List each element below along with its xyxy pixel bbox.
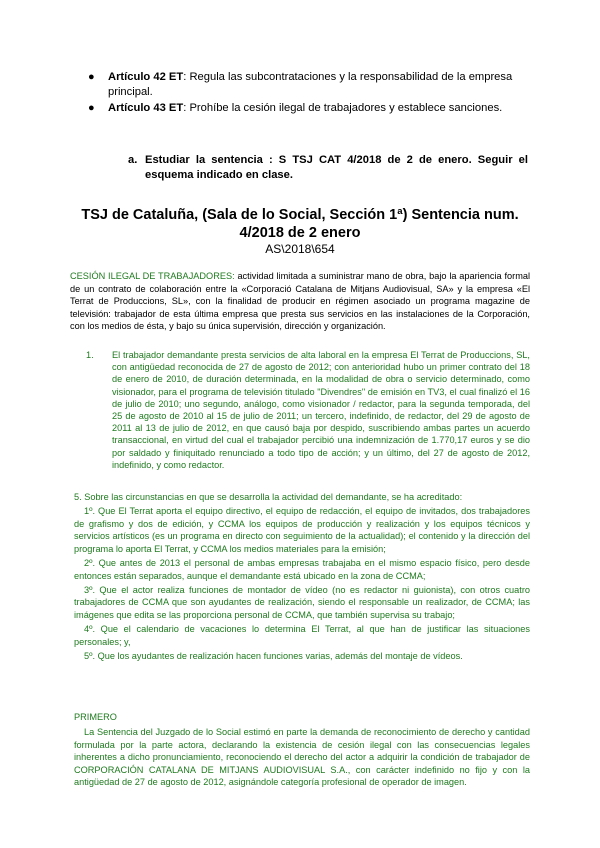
bullet-label: Artículo 42 ET bbox=[108, 71, 184, 83]
judgment-reference: AS\2018\654 bbox=[265, 242, 335, 256]
fact-item-2: 2º. Que antes de 2013 el personal de ambas empresas trabajaba en el mismo espacio físico, pero desde entonces están separados, aunque el demandante está ubicado en la zona de CCMA; bbox=[74, 557, 530, 581]
bullet-label: Artículo 43 ET bbox=[108, 102, 184, 114]
bullet-text: : Prohíbe la cesión ilegal de trabajadores y establece sanciones. bbox=[183, 102, 503, 114]
paragraph-number: 1. bbox=[86, 350, 94, 360]
bullet-dot-icon: ● bbox=[88, 71, 95, 83]
abstract-text: actividad limitada a suministrar mano de obra, bajo la apariencia formal de un contrato de colaboración entre la «Corporació Catalana de Mitjans Audiovisual, SA» y la empresa «El Terrat de Produccions, SL», con la finalidad de producir en régimen asociado un programa magazine de televisión: trabajador de esta última empresa que presta sus servicios en las instalaciones de la Corporación, con los medios de ésta, y bajo su única supervisión, dirección y organización. bbox=[70, 271, 530, 332]
judgment-title: TSJ de Cataluña, (Sala de lo Social, Sección 1ª) Sentencia num. 4/2018 de 2 enero bbox=[81, 207, 519, 241]
abstract-heading: CESIÓN ILEGAL DE TRABAJADORES: bbox=[70, 271, 235, 281]
facts-section bbox=[74, 491, 530, 664]
fact-item-4: 4º. Que el calendario de vacaciones lo determina El Terrat, al que han de justificar las situaciones personales; y, bbox=[74, 623, 530, 647]
fact-item-3: 3º. Que el actor realiza funciones de montador de vídeo (no es redactor ni guionista), con otros cuatro trabajadores de CCMA que son ayudantes de realización, siendo el responsable un realizador, de CCMA; las imágenes que edita se las proporciona personal de CCMA, que también supervisa su trabajo; bbox=[74, 584, 530, 620]
bullet-article-43 bbox=[84, 101, 524, 116]
bullet-dot-icon: ● bbox=[88, 102, 95, 114]
paragraph-text: El trabajador demandante presta servicios de alta laboral en la empresa El Terrat de Produccions, SL, con antigüedad reconocida de 27 de agosto de 2012; con anterioridad hubo un primer contrato del 18 de enero de 2010, de duración determinada, en la modalidad de obra o servicio determinado, como visionador, para el programa de televisión titulado "Divendres" de emisión en TV3, el cual finalizó el 16 de julio de 2010; uno segundo, análogo, como visionador / redactor, para la segunda temporada, del 25 de agosto de 2010 al 15 de julio de 2011; un tercero, indefinido, de redactor, del 29 de agosto de 2011 al 13 de julio de 2012, en que causó baja por despido, suscribiendo ambas partes un acuerdo transaccional, en virtud del cual el trabajador percibió una indemnización de 1.770,17 euros y se dio por saldado y finiquitado renunciado a todo tipo de acción; y un último, del 27 de agosto de 2012, indefinido, y como redactor. bbox=[112, 350, 530, 470]
fact-item-1: 1º. Que El Terrat aporta el equipo directivo, el equipo de redacción, el equipo de invitados, dos trabajadores de grafismo y dos de edición, y CCMA los equipos de producción y realización y los equipos técnicos y servicios artísticos (es un programa en directo con seguimiento de la actualidad); el contenido y la dirección del programa lo aporta El Terrat, y CCMA los medios materiales para la emisión; bbox=[74, 506, 530, 554]
task-item bbox=[128, 153, 528, 183]
primero-heading: PRIMERO bbox=[74, 712, 117, 722]
fact-item-5: 5º. Que los ayudantes de realización hacen funciones varias, además del montaje de vídeos. bbox=[84, 650, 463, 661]
task-text: Estudiar la sentencia : S TSJ CAT 4/2018 de 2 de enero. Seguir el esquema indicado en clase. bbox=[145, 154, 528, 181]
bullet-article-42 bbox=[84, 70, 524, 100]
article-bullet-list bbox=[84, 70, 524, 117]
primero-paragraph: La Sentencia del Juzgado de lo Social estimó en parte la demanda de reconocimiento de derecho y cantidad formulada por la parte actora, declarando la existencia de cesión ilegal con las consecuencias legales inherentes a dicho pronunciamiento, reconociendo el derecho del actor a adquirir la condición de trabajador de CORPORACIÓN CATALANA DE MITJANS AUDIOVISUAL S.A., con carácter indefinido no fijo y con la antigüedad de 27 de agosto de 2012, asignándole categoría profesional de operador de imagen. bbox=[74, 727, 530, 788]
abstract-paragraph bbox=[70, 270, 530, 333]
task-label: a. bbox=[128, 154, 138, 166]
bullet-text: : Regula las subcontrataciones y la responsabilidad de la empresa principal. bbox=[108, 71, 513, 98]
numbered-paragraph bbox=[86, 349, 530, 471]
facts-intro: 5. Sobre las circunstancias en que se desarrolla la actividad del demandante, se ha acreditado: bbox=[74, 492, 463, 502]
